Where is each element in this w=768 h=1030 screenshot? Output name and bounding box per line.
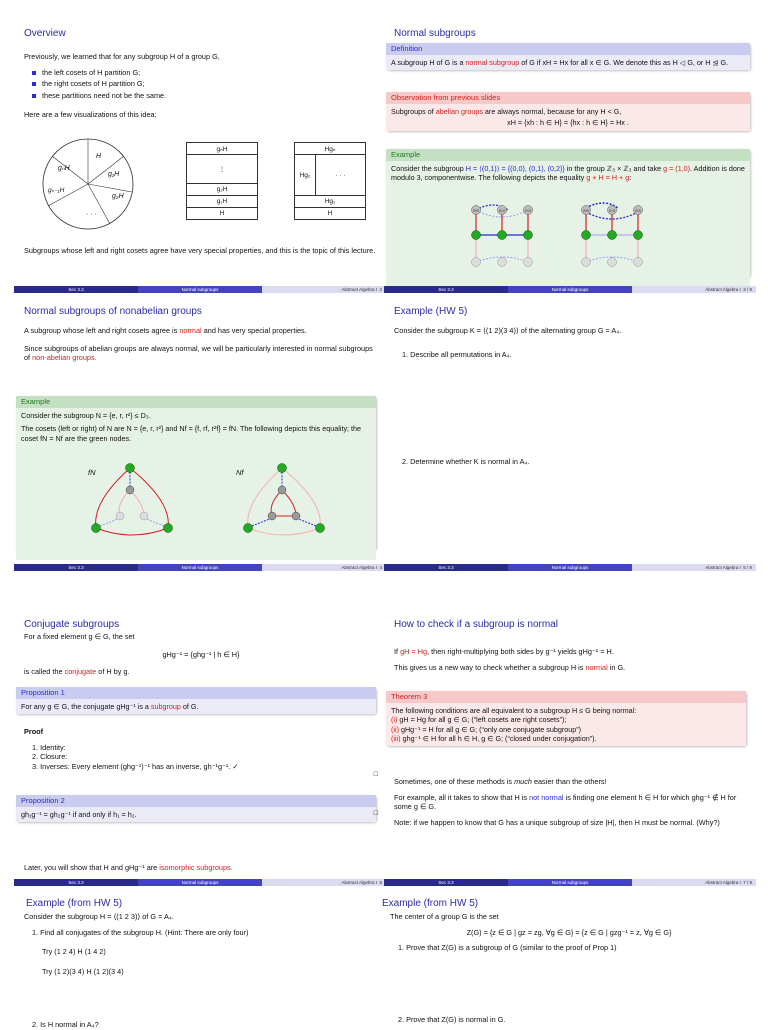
footer-course-block (632, 286, 756, 293)
table-cell: Hgₙ (295, 143, 366, 155)
slide-footer (14, 286, 386, 293)
slide-example-hw5-a (384, 300, 756, 575)
text: of G. (182, 702, 199, 711)
para (24, 326, 378, 336)
question-item: 1. Find all conjugates of the subgroup H. (Hint: There are only four) (32, 927, 249, 937)
slide-check-normal (384, 613, 756, 893)
proof-heading: Proof (24, 727, 44, 736)
text: Since subgroups of abelian groups are always normal, we will be particularly interested in normal subgroups of (24, 343, 373, 362)
footer-page: 7 / 9 (743, 880, 752, 885)
text: is called the (24, 667, 63, 676)
slide-footer (14, 564, 386, 571)
text: Consider the subgroup (391, 164, 464, 173)
footer-page: 5 / 9 (743, 565, 752, 570)
slide-title: Example (from HW 5) (382, 898, 479, 909)
para (394, 777, 748, 787)
block-body (386, 104, 750, 131)
text: are always normal, because for any H < G, (484, 107, 622, 116)
slide-footer (384, 286, 756, 293)
slide-body (394, 647, 748, 678)
table-cell: gₙH (187, 143, 258, 155)
block-header: Proposition 1 (16, 687, 376, 699)
slide-body (24, 863, 378, 873)
slide-footer (384, 564, 756, 571)
cayley-graph-left (466, 204, 538, 272)
footer-course-block (262, 564, 386, 571)
footer-course: Abstract Algebra I (705, 565, 741, 570)
footer-topic: Normal subgroups (508, 286, 632, 293)
table-cell: g₁H (187, 196, 258, 208)
item-number: (iii) (391, 733, 401, 743)
theorem-intro: The following conditions are all equivalent to a subgroup H ≤ G being normal: (391, 706, 637, 715)
footer-section: Sec 3.3 (384, 564, 508, 571)
footer-section: Sec 3.3 (384, 879, 508, 886)
emphasis-text: much (514, 777, 532, 786)
footer-course-block (262, 286, 386, 293)
block-body: Consider the subgroup H = ⟨(0,1)⟩ = {(0,0), (0,1), (0,2)} in the group ℤ₃ × ℤ₃ and take g = (1,0). Addition is done modulo 3, componentwise. The following depicts the equality g + H = H + g: (386, 161, 750, 287)
theorem-3-block (386, 691, 746, 746)
proof-step: 3. Inverses: Every element (ghg⁻¹)⁻¹ has an inverse, gh⁻¹g⁻¹. ✓ (32, 761, 239, 771)
footer-section: Sec 3.3 (14, 564, 138, 571)
proof-section (24, 727, 378, 771)
slide-nonabelian (14, 300, 386, 575)
example-block (386, 149, 750, 277)
item-text: gH = Hg for all g ∈ G; (“left cosets are right cosets”); (399, 715, 567, 725)
block-header: Example (16, 396, 376, 408)
text: in the group ℤ₃ × ℤ₃ and take (566, 164, 662, 173)
example-line: The cosets (left or right) of N are N = {e, r, r²} and Nf = {f, rf, r²f} = fN. The following depicts this equality; the coset fN = Nf are the green nodes. (21, 424, 362, 443)
table-cell: H (295, 208, 366, 220)
node-label: (0,2) (634, 208, 642, 213)
intro-text: Consider the subgroup K = ⟨(1 2)(3 4)⟩ of the alternating group G = A₄. (394, 326, 622, 335)
theorem-item (391, 725, 741, 734)
para (394, 793, 748, 812)
node-label: (0,1) (608, 208, 616, 213)
footer-page: 3 / 9 (743, 287, 752, 292)
pie-label: g₂H (112, 193, 124, 200)
bullet-list (32, 68, 378, 101)
text: For any g ∈ G, the conjugate gHg⁻¹ is a (21, 702, 149, 711)
question-item: 2. Determine whether K is normal in A₄. (402, 457, 530, 466)
pie-label: gₙ₋₁H (48, 187, 65, 194)
footer-topic: Normal subgroups (138, 564, 262, 571)
para (394, 647, 748, 657)
text: Subgroups of (391, 107, 434, 116)
para: Note: if we happen to know that G has a unique subgroup of size |H|, then H must be normal. (Why?) (394, 817, 720, 827)
slide-body (394, 777, 748, 833)
footer-section: Sec 3.3 (14, 879, 138, 886)
node-label: (0,0) (582, 208, 590, 213)
slide-body (390, 912, 748, 1024)
highlight-text: abelian groups (435, 107, 483, 116)
slide-title: Example (HW 5) (394, 306, 468, 317)
footer-course: Abstract Algebra I (341, 880, 377, 885)
equation: gHg⁻¹ = {ghg⁻¹ | h ∈ H} (162, 649, 240, 659)
table-cell: Hg₂ (295, 155, 316, 196)
proof-step: 2. Closure: (32, 752, 68, 761)
slide-title: Overview (24, 28, 66, 39)
pie-label: gₙH (58, 165, 70, 172)
d3-cayley-right (238, 462, 334, 538)
d3-cayley-left (86, 462, 182, 538)
item-text: ghg⁻¹ ∈ H for all h ∈ H, g ∈ G; (“closed under conjugation”). (402, 733, 597, 743)
item-number: (ii) (391, 724, 399, 734)
footer-section: Sec 3.3 (14, 286, 138, 293)
block-body (386, 55, 750, 70)
text: is finding one element h ∈ H for which ghg⁻¹ ∉ H for some g ∈ G. (394, 792, 737, 811)
slide-body (24, 912, 378, 1030)
highlight-text: not normal (529, 792, 564, 802)
node-label: (0,0) (472, 208, 480, 213)
text: of G if xH = Hx for all x ∈ G. We denote this as H ◁ G, or H ⊴ G. (521, 58, 729, 67)
slide-body (24, 326, 378, 369)
text: Sometimes, one of these methods is (394, 777, 513, 786)
highlight-text: g = (1,0) (663, 164, 691, 173)
footer-course-block (632, 879, 756, 886)
proposition-1-block (16, 687, 376, 714)
block-header: Observation from previous slides (386, 92, 750, 104)
slide-title: Conjugate subgroups (24, 619, 120, 630)
footer-course: Abstract Algebra I (705, 880, 741, 885)
highlight-text: isomorphic subgroups. (159, 863, 233, 872)
text: of H by g. (98, 667, 130, 676)
text: and has very special properties. (203, 326, 307, 335)
slide-footer (384, 879, 756, 886)
highlight-text: subgroup (150, 702, 181, 711)
highlight-text: H = ⟨(0,1)⟩ = {(0,0), (0,1), (0,2)} (465, 164, 565, 173)
highlight-text: gH = Hg (400, 647, 428, 656)
footer-topic: Normal subgroups (508, 879, 632, 886)
table-cell: Hg₁ (295, 196, 366, 208)
coset-pie-diagram (38, 134, 138, 234)
para (394, 663, 748, 673)
highlight-text: g + H = H + g (586, 173, 630, 183)
table-cell: g₂H (187, 184, 258, 196)
cayley-graph-right (576, 204, 648, 272)
equation: xH = {xh : h ∈ H} = {hx : h ∈ H} = Hx . (507, 118, 629, 128)
qed-symbol: □ (373, 771, 378, 778)
footer-course: Abstract Algebra I (341, 287, 377, 292)
footer-topic: Normal subgroups (138, 879, 262, 886)
proof-step: 1. Identity: (32, 742, 66, 752)
block-header: Example (386, 149, 750, 161)
try-line: Try (1 2)(3 4) H (1 2)(3 4) (42, 966, 124, 976)
highlight-text: conjugate (64, 667, 97, 676)
slide-body (24, 52, 378, 126)
intro-text: The center of a group G is the set (390, 912, 499, 921)
text: A subgroup whose left and right cosets agree is (24, 326, 178, 335)
closing-text: Subgroups whose left and right cosets agree have very special properties, and this is the topic of this lecture. (24, 246, 376, 255)
pie-label: g₁H (108, 171, 120, 178)
text: in G. (609, 662, 626, 672)
table-cell: ⋮ (187, 155, 258, 184)
slide-body (24, 632, 378, 677)
node-label: (0,2) (524, 208, 532, 213)
highlight-text: normal (179, 326, 202, 335)
footer-topic: Normal subgroups (508, 564, 632, 571)
intro-text: Consider the subgroup H = ⟨(1 2 3)⟩ of G = A₄. (24, 912, 174, 921)
item-number: (i) (391, 715, 398, 725)
slide-normal-subgroups (384, 22, 756, 297)
text: For example, all it takes to show that H is (394, 792, 528, 802)
para (24, 344, 378, 363)
intro-text: For a fixed element g ∈ G, the set (24, 632, 135, 641)
observation-block (386, 92, 750, 131)
block-header: Theorem 3 (386, 691, 746, 703)
text: This gives us a new way to check whether a subgroup H is (394, 662, 584, 672)
example-line: Consider the subgroup N = {e, r, r²} ≤ D₃. (21, 411, 151, 420)
text: If (394, 647, 399, 656)
footer-course-block (632, 564, 756, 571)
footer-page: 6 (379, 880, 382, 885)
graph-label: fN (88, 468, 96, 477)
question-item: 2. Prove that Z(G) is normal in G. (398, 1014, 506, 1024)
text: A subgroup H of G is a (391, 58, 464, 67)
footer-page: 2 (379, 287, 382, 292)
block-header: Definition (386, 43, 750, 55)
pie-label: · · · (86, 211, 97, 218)
slide-title: Normal subgroups of nonabelian groups (24, 306, 202, 317)
left-coset-table (186, 142, 258, 220)
slide-center-example (384, 893, 756, 1024)
slide-body (394, 326, 748, 467)
text: Later, you will show that H and gHg⁻¹ are (24, 863, 158, 872)
footer-course: Abstract Algebra I (341, 565, 377, 570)
slide-conjugate-subgroups (14, 613, 386, 893)
right-coset-table (294, 142, 366, 220)
footer-page: 4 (379, 565, 382, 570)
footer-course: Abstract Algebra I (705, 287, 741, 292)
block-body (16, 699, 376, 714)
table-cell: · · · (316, 155, 366, 196)
equation: Z(G) = {z ∈ G | gz = zg, ∀g ∈ G} = {z ∈ G | gzg⁻¹ = z, ∀g ∈ G} (466, 927, 672, 937)
question-item: 1. Describe all permutations in A₄. (402, 349, 512, 359)
bullet-item: the right cosets of H partition G; (32, 79, 378, 89)
highlight-text: normal subgroup (465, 58, 520, 67)
footer-course-block (262, 879, 386, 886)
node-label: (0,1) (498, 208, 506, 213)
theorem-item (391, 734, 741, 743)
slide-title: Example (from HW 5) (26, 898, 123, 909)
slide-footer (14, 879, 386, 886)
block-body (386, 703, 746, 746)
proposition-2-block (16, 795, 376, 822)
block-body: gh₁g⁻¹ = gh₂g⁻¹ if and only if h₁ = h₂. (16, 807, 376, 822)
intro-text: Previously, we learned that for any subgroup H of a group G, (24, 52, 220, 61)
question-item: 2. Is H normal in A₄? (32, 1020, 99, 1029)
slide-title: Normal subgroups (394, 28, 476, 39)
text: , then right-multiplying both sides by g⁻¹ yields gHg⁻¹ = H. (427, 647, 614, 656)
try-line: Try (1 2 4) H (1 4 2) (42, 947, 106, 956)
pie-label: H (96, 153, 102, 160)
definition-block (386, 43, 750, 70)
item-text: gHg⁻¹ = H for all g ∈ G; (“only one conjugate subgroup”) (400, 724, 582, 734)
para (24, 667, 378, 677)
bullet-item: these partitions need not be the same. (32, 91, 378, 101)
qed-symbol: □ (373, 810, 378, 817)
slide-overview (14, 22, 386, 297)
table-cell: H (187, 208, 258, 220)
viz-text: Here are a few visualizations of this idea: (24, 110, 157, 119)
footer-topic: Normal subgroups (138, 286, 262, 293)
highlight-text: non-abelian groups. (32, 353, 97, 362)
bullet-item: the left cosets of H partition G; (32, 68, 378, 78)
text: easier than the others! (533, 777, 607, 786)
footer-section: Sec 3.3 (384, 286, 508, 293)
graph-label: Nf (236, 468, 244, 477)
text: . Addition is done modulo 3, componentwise. The following depicts the equality (391, 164, 745, 183)
slide-example-hw5-b (14, 893, 386, 1029)
question-item: 1. Prove that Z(G) is a subgroup of G (similar to the proof of Prop 1) (398, 943, 617, 952)
highlight-text: normal (585, 662, 608, 672)
slide-title: How to check if a subgroup is normal (394, 619, 558, 630)
block-header: Proposition 2 (16, 795, 376, 807)
theorem-item (391, 715, 741, 724)
